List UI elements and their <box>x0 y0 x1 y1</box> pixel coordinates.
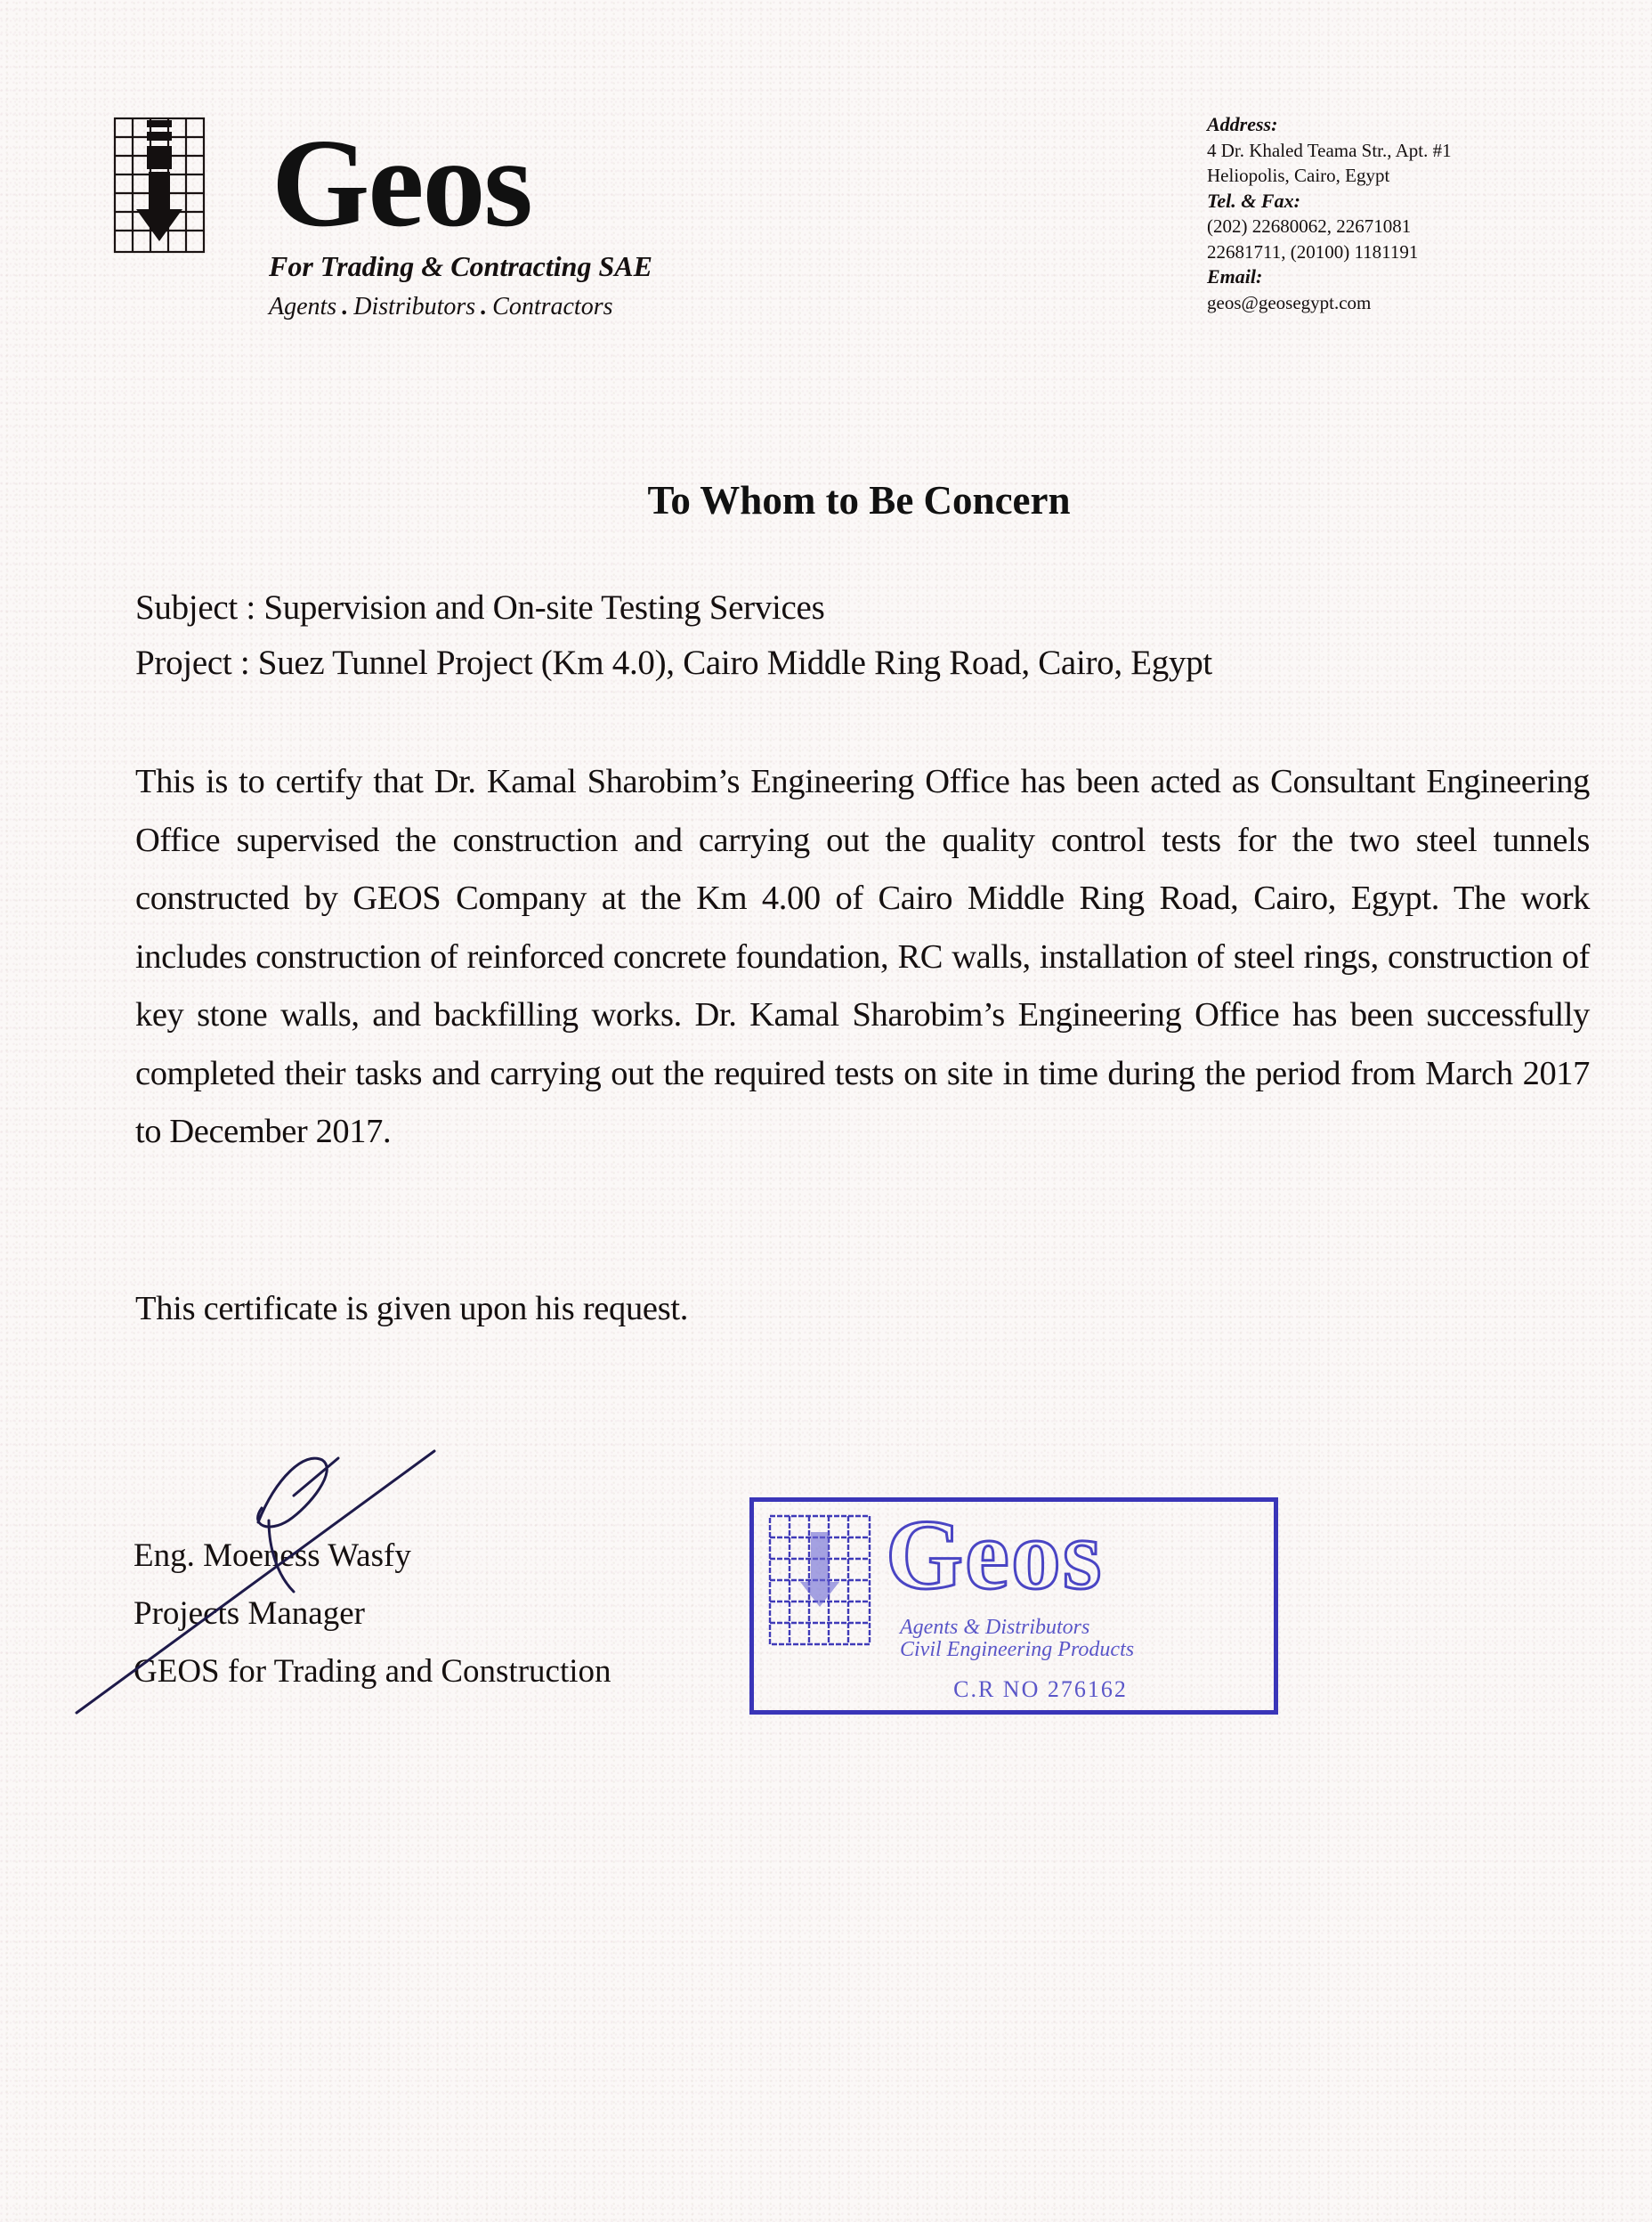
separator-dot: . <box>481 293 488 320</box>
subject-line: Subject : Supervision and On-site Testing Services <box>135 588 825 627</box>
stamp-line-1: Agents & Distributors <box>900 1616 1090 1639</box>
grid-down-arrow-icon <box>113 117 206 254</box>
stamp-registration-number: C.R NO 276162 <box>953 1676 1128 1702</box>
brand-tagline: For Trading & Contracting SAE <box>269 250 652 282</box>
address-line-2: Heliopolis, Cairo, Egypt <box>1207 165 1390 186</box>
email-label: Email: <box>1207 265 1263 288</box>
brand-name: Geos <box>271 112 531 253</box>
closing-line: This certificate is given upon his request. <box>135 1290 689 1327</box>
project-line: Project : Suez Tunnel Project (Km 4.0), Cairo Middle Ring Road, Cairo, Egypt <box>135 644 1212 682</box>
brand-sub-agents: Agents <box>269 293 337 320</box>
company-stamp <box>749 1497 1278 1715</box>
stamp-grid-logo-icon <box>768 1514 871 1646</box>
address-line-1: 4 Dr. Khaled Teama Str., Apt. #1 <box>1207 139 1452 161</box>
brand-sub-line <box>269 293 613 321</box>
certificate-body: This is to certify that Dr. Kamal Sharobim’s Engineering Office has been acted as Consultant Engineering Office supervised the construction and carrying out the quality control tests for the two steel tunnels constructed by GEOS Company at the Km 4.00 of Cairo Middle Ring Road, Cairo, Egypt. The work includes construction of reinforced concrete foundation, RC walls, installation of steel rings, construction of key stone walls, and backfilling works. Dr. Kamal Sharobim’s Engineering Office has been successfully completed their tasks and carrying out the required tests on site in time during the period from March 2017 to December 2017. <box>135 763 1590 1150</box>
stamp-brand-name: Geos <box>886 1500 1104 1610</box>
address-label: Address: <box>1207 113 1278 135</box>
signature-block <box>134 1527 611 1700</box>
phone-line-1: (202) 22680062, 22671081 <box>1207 215 1412 237</box>
email-address: geos@geosegypt.com <box>1207 291 1372 313</box>
signatory-name: Eng. Moeness Wasfy <box>134 1537 411 1574</box>
separator-dot: . <box>342 293 349 320</box>
tel-fax-label: Tel. & Fax: <box>1207 189 1300 212</box>
signatory-company: GEOS for Trading and Construction <box>134 1653 611 1690</box>
document-title: To Whom to Be Concern <box>647 478 1071 523</box>
brand-sub-distributors: Distributors <box>353 293 476 320</box>
phone-line-2: 22681711, (20100) 1181191 <box>1207 240 1419 263</box>
contact-block <box>1207 112 1452 315</box>
brand-sub-contractors: Contractors <box>492 293 613 320</box>
stamp-line-2: Civil Engineering Products <box>900 1638 1135 1661</box>
signatory-position: Projects Manager <box>134 1595 365 1632</box>
